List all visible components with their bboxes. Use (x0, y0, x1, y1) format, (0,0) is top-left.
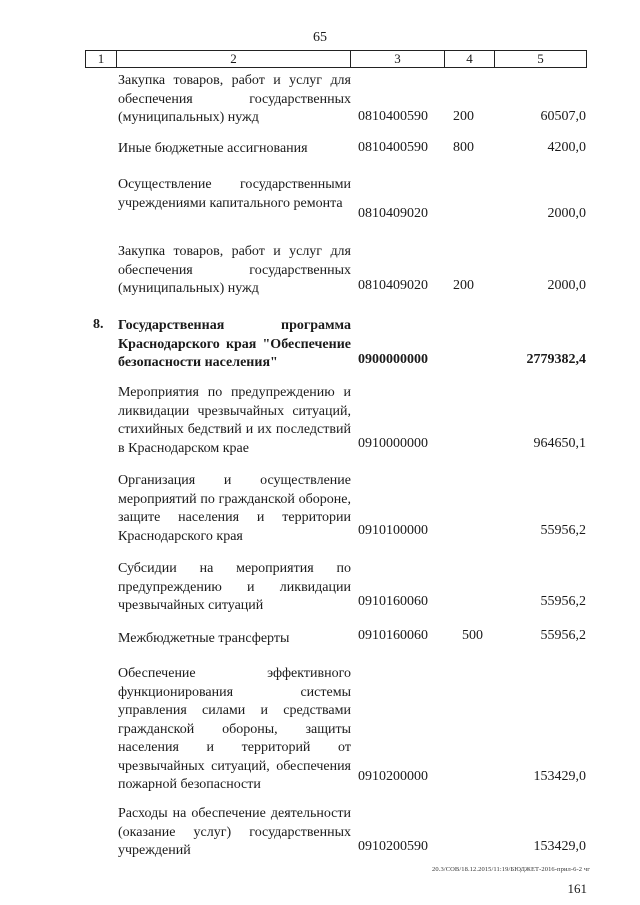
row-code: 0810400590 (358, 109, 428, 124)
row-number: 8. (93, 317, 104, 332)
row-code: 0810400590 (358, 140, 428, 155)
row-code: 0910100000 (358, 523, 428, 538)
row-name: Обеспечение эффективного функционирования системы управления силами и средствами гражданской обороны, защиты населения и территорий от чрезвычайных ситуаций, обеспечения пожарной безопасности (118, 666, 351, 792)
row-code: 0810409020 (358, 206, 428, 221)
row-code: 0910160060 (358, 594, 428, 609)
row-group: 500 (462, 628, 483, 643)
row-amount: 153429,0 (533, 839, 586, 854)
row-name: Закупка товаров, работ и услуг для обеспечения государственных (муниципальных) нужд (118, 244, 351, 296)
row-amount: 153429,0 (533, 769, 586, 784)
page-number-top: 65 (313, 30, 327, 45)
page-number-bottom: 161 (567, 881, 587, 896)
row-group: 200 (453, 278, 474, 293)
row-amount: 55956,2 (540, 523, 586, 538)
row-name: Межбюджетные трансферты (118, 631, 290, 646)
row-amount: 4200,0 (547, 140, 586, 155)
header-col-3: 3 (351, 51, 445, 67)
document-reference: 20.3/СОВ/18.12.2015/11:19/БЮДЖЕТ-2016-прил-6-2 чг (432, 866, 590, 873)
row-name: Государственная программа Краснодарского края "Обеспечение безопасности населения" (118, 318, 351, 370)
row-amount: 2000,0 (547, 278, 586, 293)
row-code: 0910200000 (358, 769, 428, 784)
header-col-2: 2 (117, 51, 351, 67)
row-code: 0910000000 (358, 436, 428, 451)
row-name: Осуществление государственными учреждениями капитального ремонта (118, 177, 351, 211)
row-code: 0810409020 (358, 278, 428, 293)
table-header (85, 50, 587, 68)
row-name: Организация и осуществление мероприятий по гражданской обороне, защите населения и территории Краснодарского края (118, 473, 351, 544)
row-amount: 55956,2 (540, 628, 586, 643)
row-amount: 2779382,4 (526, 352, 586, 367)
row-amount: 964650,1 (533, 436, 586, 451)
row-name: Мероприятия по предупреждению и ликвидации чрезвычайных ситуаций, стихийных бедствий и их последствий в Краснодарском крае (118, 385, 351, 456)
row-group: 800 (453, 140, 474, 155)
row-amount: 55956,2 (540, 594, 586, 609)
row-amount: 2000,0 (547, 206, 586, 221)
row-group: 200 (453, 109, 474, 124)
header-col-5: 5 (537, 51, 544, 66)
header-col-1: 1 (86, 51, 117, 67)
row-name: Иные бюджетные ассигнования (118, 141, 308, 156)
row-name: Закупка товаров, работ и услуг для обеспечения государственных (муниципальных) нужд (118, 73, 351, 125)
row-code: 0910200590 (358, 839, 428, 854)
row-code: 0910160060 (358, 628, 428, 643)
row-name: Расходы на обеспечение деятельности (оказание услуг) государственных учреждений (118, 806, 351, 858)
row-name: Субсидии на мероприятия по предупреждению и ликвидации чрезвычайных ситуаций (118, 561, 351, 613)
row-code: 0900000000 (358, 352, 428, 367)
row-amount: 60507,0 (540, 109, 586, 124)
header-col-4: 4 (445, 51, 495, 67)
